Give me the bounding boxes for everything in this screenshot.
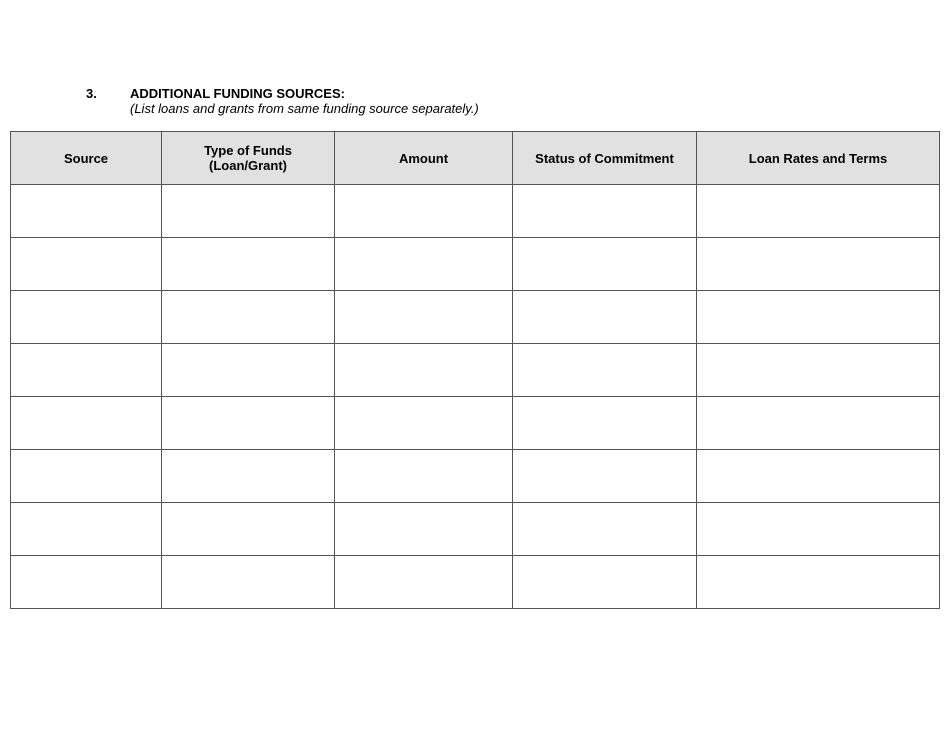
cell-source[interactable]: [11, 503, 162, 556]
cell-amount[interactable]: [335, 185, 513, 238]
cell-loan-rates-and-terms[interactable]: [697, 556, 940, 609]
cell-amount[interactable]: [335, 556, 513, 609]
header-loan-rates-and-terms: [697, 132, 940, 185]
header-type-of-funds-sublabel: (Loan/Grant): [209, 158, 287, 173]
cell-amount[interactable]: [335, 291, 513, 344]
cell-loan-rates-and-terms[interactable]: [697, 291, 940, 344]
table-header-row: [11, 132, 940, 185]
cell-type-of-funds[interactable]: [162, 450, 335, 503]
header-source-label: Source: [63, 150, 109, 166]
header-type-of-funds: [162, 132, 335, 185]
cell-type-of-funds[interactable]: [162, 238, 335, 291]
cell-loan-rates-and-terms[interactable]: [697, 450, 940, 503]
cell-source[interactable]: [11, 397, 162, 450]
table-row: [11, 185, 940, 238]
header-source: [11, 132, 162, 185]
section-subtitle: (List loans and grants from same funding source separately.): [130, 101, 479, 116]
cell-amount[interactable]: [335, 450, 513, 503]
cell-status-of-commitment[interactable]: [513, 450, 697, 503]
table-row: [11, 397, 940, 450]
header-status-of-commitment: [513, 132, 697, 185]
cell-loan-rates-and-terms[interactable]: [697, 238, 940, 291]
table-row: [11, 344, 940, 397]
cell-source[interactable]: [11, 450, 162, 503]
cell-amount[interactable]: [335, 344, 513, 397]
cell-status-of-commitment[interactable]: [513, 503, 697, 556]
cell-amount[interactable]: [335, 397, 513, 450]
section-number: 3.: [86, 86, 97, 101]
cell-source[interactable]: [11, 238, 162, 291]
header-amount-label: Amount: [398, 150, 449, 166]
header-amount: [335, 132, 513, 185]
table-row: [11, 503, 940, 556]
cell-type-of-funds[interactable]: [162, 397, 335, 450]
funding-sources-table: [10, 131, 940, 609]
cell-status-of-commitment[interactable]: [513, 397, 697, 450]
cell-status-of-commitment[interactable]: [513, 291, 697, 344]
cell-source[interactable]: [11, 185, 162, 238]
cell-type-of-funds[interactable]: [162, 291, 335, 344]
table-row: [11, 450, 940, 503]
cell-source[interactable]: [11, 291, 162, 344]
cell-type-of-funds[interactable]: [162, 344, 335, 397]
cell-loan-rates-and-terms[interactable]: [697, 185, 940, 238]
cell-status-of-commitment[interactable]: [513, 185, 697, 238]
section-title: ADDITIONAL FUNDING SOURCES:: [130, 86, 345, 101]
cell-status-of-commitment[interactable]: [513, 344, 697, 397]
header-status-of-commitment-label: Status of Commitment: [535, 150, 674, 166]
cell-amount[interactable]: [335, 503, 513, 556]
cell-loan-rates-and-terms[interactable]: [697, 397, 940, 450]
cell-status-of-commitment[interactable]: [513, 238, 697, 291]
cell-loan-rates-and-terms[interactable]: [697, 503, 940, 556]
cell-source[interactable]: [11, 344, 162, 397]
cell-source[interactable]: [11, 556, 162, 609]
header-loan-rates-and-terms-label: Loan Rates and Terms: [748, 150, 888, 166]
cell-amount[interactable]: [335, 238, 513, 291]
cell-type-of-funds[interactable]: [162, 185, 335, 238]
table-row: [11, 556, 940, 609]
table-row: [11, 238, 940, 291]
header-type-of-funds-label: Type of Funds: [204, 143, 292, 158]
table-body: [11, 185, 940, 609]
cell-loan-rates-and-terms[interactable]: [697, 344, 940, 397]
cell-type-of-funds[interactable]: [162, 556, 335, 609]
cell-status-of-commitment[interactable]: [513, 556, 697, 609]
table-row: [11, 291, 940, 344]
cell-type-of-funds[interactable]: [162, 503, 335, 556]
